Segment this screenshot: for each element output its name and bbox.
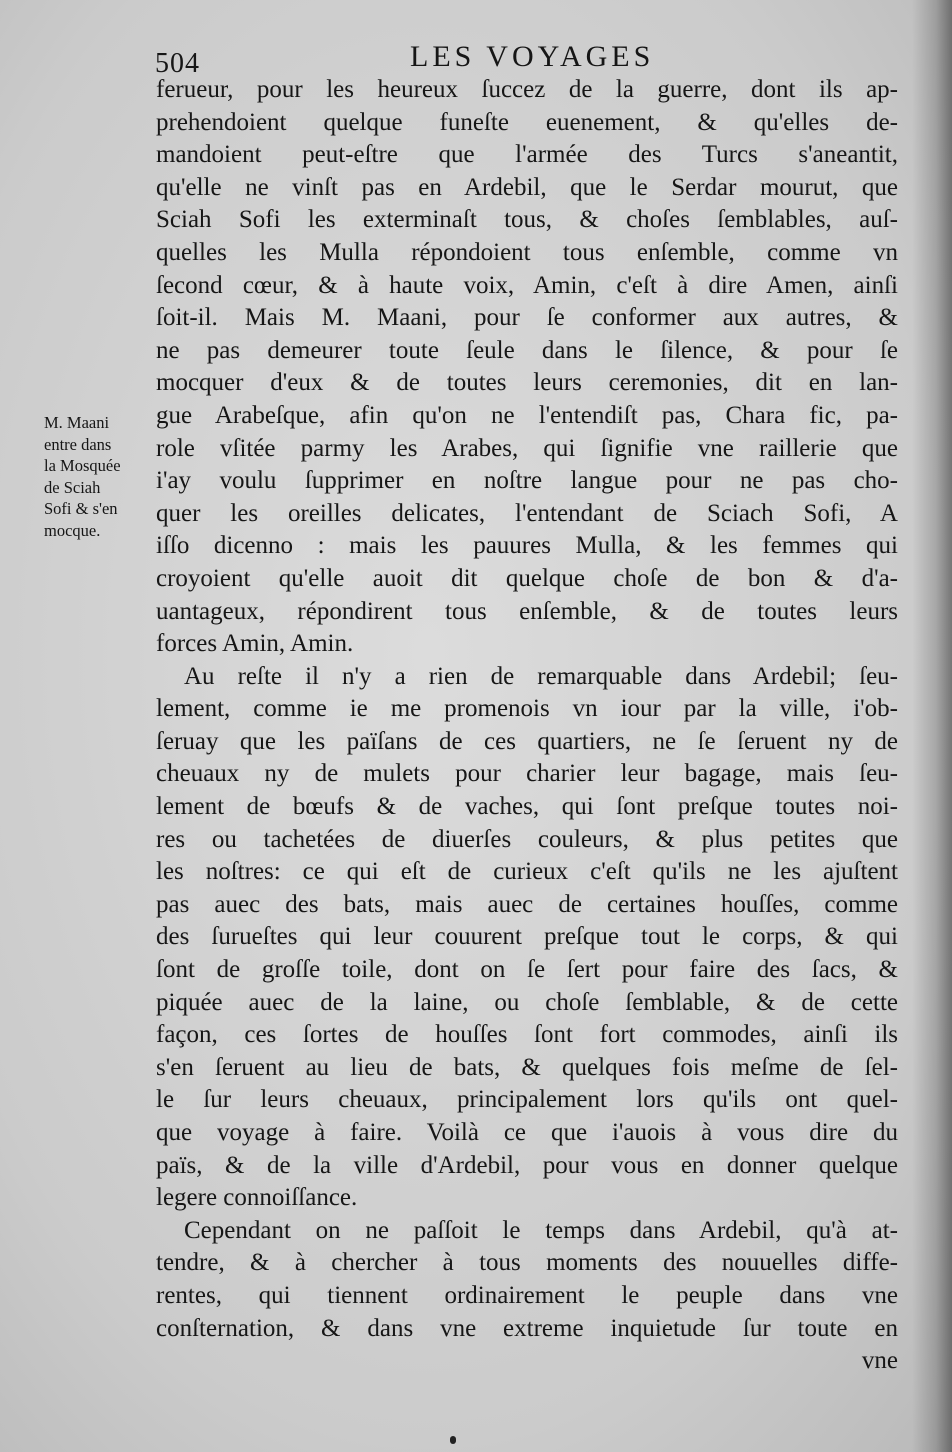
text-line: ſoit-il. Mais M. Maani, pour ſe conformer aux autres, & (156, 304, 898, 332)
text-line: ſecond cœur, & à haute voix, Amin, c'eſt à dire Amen, ainſi (156, 271, 898, 299)
text-line: païs, & de la ville d'Ardebil, pour vous en donner quelque (156, 1151, 898, 1179)
text-line: conſternation, & dans vne extreme inquietude ſur toute en (156, 1314, 898, 1342)
text-line: i'ay voulu ſupprimer en noſtre langue pour ne pas cho- (156, 467, 898, 495)
ink-mark (450, 1436, 456, 1444)
margin-note-line: Sofi & s'en (44, 499, 118, 518)
margin-note-line: mocque. (44, 520, 101, 540)
text-line: iſſo dicenno : mais les pauures Mulla, & les femmes qui (156, 532, 898, 560)
text-line: rentes, qui tiennent ordinairement le peuple dans vne (156, 1281, 898, 1309)
text-line: pas auec des bats, mais auec de certaines houſſes, comme (156, 890, 898, 918)
margin-note-line: de Sciah (44, 477, 101, 497)
margin-note (44, 412, 156, 541)
text-line: tendre, & à chercher à tous moments des nouuelles diffe- (156, 1249, 898, 1277)
text-line: prehendoient quelque funeſte euenement, & qu'elles de- (156, 108, 898, 136)
text-line: croyoient qu'elle auoit dit quelque choſe de bon & d'a- (156, 564, 898, 592)
text-line: des ſurueſtes qui leur couurent preſque tout le corps, & qui (156, 923, 898, 951)
page-number: 504 (155, 48, 200, 79)
text-line: piquée auec de la laine, ou choſe ſemblable, & de cette (156, 988, 898, 1016)
text-line: legere connoiſſance. (156, 1184, 358, 1212)
text-line: mandoient peut-eſtre que l'armée des Turcs s'aneantit, (156, 141, 898, 169)
text-line: qu'elle ne vinſt pas en Ardebil, que le Serdar mourut, que (156, 173, 898, 201)
text-line: ſont de groſſe toile, dont on ſe ſert pour faire des ſacs, & (156, 956, 898, 984)
margin-note-line: entre dans (44, 434, 112, 454)
text-line: ne pas demeurer toute ſeule dans le ſilence, & pour ſe (156, 336, 898, 364)
running-title: LES VOYAGES (410, 40, 655, 73)
text-line: que voyage à faire. Voilà ce que i'auois à vous dire du (156, 1119, 898, 1146)
page-gutter-shadow (912, 0, 952, 1452)
text-line: role vſitée parmy les Arabes, qui ſignifie vne raillerie que (156, 434, 898, 462)
text-line: Sciah Sofi les exterminaſt tous, & choſes ſemblables, auſ- (156, 206, 898, 234)
paragraph-start-line: Au reſte il n'y a rien de remarquable dans Ardebil; ſeu- (184, 662, 898, 690)
paragraph-start-line: Cependant on ne paſſoit le temps dans Ardebil, qu'à at- (184, 1216, 898, 1244)
text-line: uantageux, répondirent tous enſemble, & de toutes leurs (156, 597, 898, 625)
text-line: quelles les Mulla répondoient tous enſemble, comme vn (156, 238, 898, 266)
text-line: forces Amin, Amin. (156, 630, 354, 658)
text-line: gue Arabeſque, afin qu'on ne l'entendiſt pas, Chara fic, pa- (156, 401, 898, 429)
text-line: lement de bœufs & de vaches, qui ſont preſque toutes noi- (156, 793, 898, 821)
text-line: quer les oreilles delicates, l'entendant de Sciach Sofi, A (156, 499, 898, 527)
text-line: le ſur leurs cheuaux, principalement lors qu'ils ont quel- (156, 1086, 898, 1114)
text-line: ſeruay que les païſans de ces quartiers, ne ſe ſeruent ny de (156, 727, 898, 755)
margin-note-line: la Mosquée (44, 456, 121, 475)
text-line: s'en ſeruent au lieu de bats, & quelques fois meſme de ſel- (156, 1053, 898, 1081)
catchword: vne (861, 1347, 898, 1375)
text-line: les noſtres: ce qui eſt de curieux c'eſt qu'ils ne les ajuſtent (156, 858, 898, 886)
text-line: mocquer d'eux & de toutes leurs ceremonies, dit en lan- (156, 369, 898, 397)
text-line: res ou tachetées de diuerſes couleurs, & plus petites que (156, 825, 898, 853)
text-line: ferueur, pour les heureux ſuccez de la guerre, dont ils ap- (156, 76, 898, 103)
body-text (156, 74, 898, 1378)
text-line: lement, comme ie me promenois vn iour par la ville, i'ob- (156, 695, 898, 723)
margin-note-line: M. Maani (44, 413, 110, 432)
text-line: cheuaux ny de mulets pour charier leur bagage, mais ſeu- (156, 760, 898, 788)
text-line: façon, ces ſortes de houſſes ſont fort commodes, ainſi ils (156, 1021, 898, 1049)
